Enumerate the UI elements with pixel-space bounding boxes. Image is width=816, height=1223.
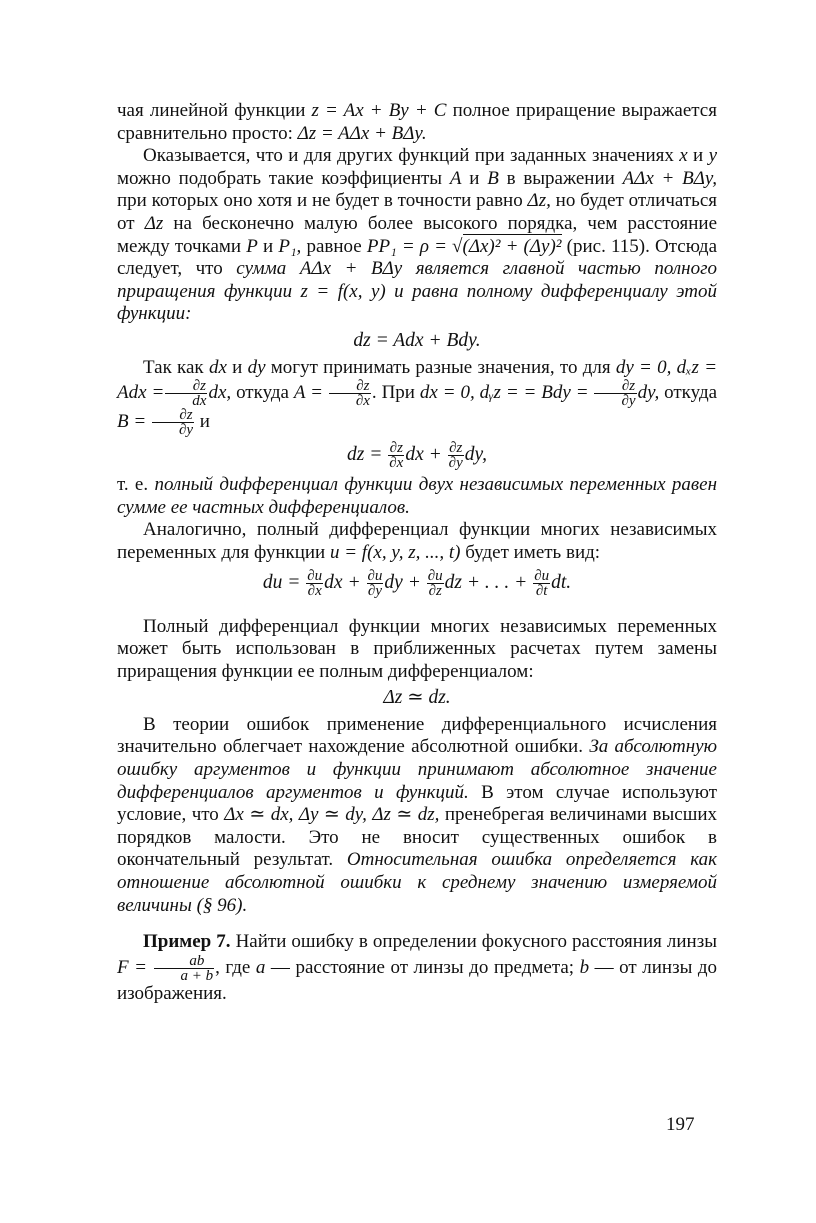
denominator: a + b bbox=[180, 967, 214, 984]
numerator: ∂u bbox=[427, 567, 443, 584]
formula: x bbox=[679, 145, 688, 167]
fraction bbox=[329, 379, 371, 408]
fraction bbox=[388, 441, 404, 470]
text: можно подобрать такие коэффициенты bbox=[117, 167, 443, 189]
equation-1: dz = Adx + Bdy. bbox=[353, 329, 481, 351]
paragraph-1 bbox=[117, 100, 717, 145]
formula: B = bbox=[117, 410, 147, 432]
text: Аналогично, полный дифференциал функции многих независимых переменных для функции bbox=[117, 519, 717, 563]
example-heading: Пример 7. bbox=[143, 931, 231, 953]
formula: A = bbox=[293, 381, 323, 403]
text: и bbox=[232, 356, 243, 378]
formula: dz = bbox=[347, 444, 383, 466]
paragraph-7 bbox=[117, 714, 717, 917]
text: Так как bbox=[143, 356, 204, 378]
text: (рис. 115). Отсюда следует, что bbox=[117, 235, 718, 280]
spacer bbox=[117, 602, 717, 616]
formula: dy = 0, dₓz = Adx = bbox=[117, 356, 718, 403]
text: т. е. bbox=[117, 474, 149, 496]
formula-radicand: (Δx)² + (Δy)² bbox=[462, 235, 562, 257]
formula: y bbox=[708, 145, 718, 167]
emphasis-text: За абсолютную ошибку аргументов и функции принимают абсолютное значение дифференциалов аргументов и функций. bbox=[117, 736, 718, 803]
formula: dx = 0, dᵧz = = Bdy = bbox=[419, 381, 589, 403]
fraction bbox=[533, 569, 550, 598]
text: и bbox=[693, 145, 704, 167]
denominator: ∂y bbox=[621, 393, 636, 410]
paragraph-8 bbox=[117, 931, 717, 1005]
equation-4: Δz ≃ dz. bbox=[383, 687, 451, 709]
fraction bbox=[427, 569, 444, 598]
denominator: ∂y bbox=[178, 422, 194, 439]
formula: PP₁ = ρ = √ bbox=[366, 235, 463, 257]
page-number: 197 bbox=[666, 1114, 695, 1135]
formula: dz + . . . + bbox=[444, 571, 528, 593]
formula: dx bbox=[208, 356, 227, 378]
fraction bbox=[154, 954, 215, 983]
text: но будет отличаться от bbox=[117, 190, 718, 234]
formula: u = f(x, y, z, ..., t) bbox=[329, 541, 461, 563]
formula: P₁, bbox=[278, 235, 302, 257]
numerator: ∂z bbox=[594, 379, 636, 394]
numerator: ∂u bbox=[534, 567, 550, 584]
formula: A bbox=[449, 167, 462, 189]
denominator: ∂t bbox=[535, 582, 548, 599]
paragraph-3 bbox=[117, 357, 717, 438]
text: на бесконечно малую более высокого порядка, чем расстояние между точками bbox=[117, 212, 718, 257]
numerator: ∂z bbox=[152, 408, 194, 423]
numerator: ∂z bbox=[449, 440, 463, 457]
text: в выражении bbox=[506, 167, 615, 189]
text: и bbox=[469, 167, 480, 189]
fraction bbox=[367, 569, 384, 598]
paragraph-6 bbox=[117, 616, 717, 684]
denominator: ∂x bbox=[355, 393, 370, 410]
text: В теории ошибок применение дифференциального исчисления значительно облегчает нахождение абсолютной ошибки. bbox=[117, 713, 717, 758]
emphasis-text: полный дифференциал функции двух независимых переменных равен сумме ее частных дифференциалов. bbox=[117, 474, 717, 518]
equation-3 bbox=[117, 569, 717, 598]
fraction bbox=[152, 408, 194, 437]
formula: AΔx + BΔy, bbox=[622, 167, 718, 189]
formula: dy + bbox=[384, 571, 421, 593]
formula: dy bbox=[247, 356, 266, 378]
formula: b bbox=[579, 956, 590, 978]
formula: dy, bbox=[464, 444, 487, 466]
numerator: ∂u bbox=[367, 567, 383, 584]
text: при которых оно хотя и не будет в точности равно bbox=[117, 190, 523, 212]
formula: dx + bbox=[324, 571, 361, 593]
numerator: ∂u bbox=[307, 567, 323, 584]
text: Оказывается, что и для других функций при заданных значениях bbox=[143, 145, 674, 167]
denominator: ∂x bbox=[389, 455, 404, 472]
formula: du = bbox=[262, 571, 301, 593]
formula: Δz = AΔx + BΔy. bbox=[297, 122, 427, 144]
text: откуда bbox=[236, 381, 289, 403]
fraction bbox=[594, 379, 636, 408]
emphasis-text: сумма AΔx + BΔy является главной частью полного приращения функции z = f(x, y) и равна полному дифференциалу этой функции: bbox=[117, 258, 717, 325]
formula: dx + bbox=[405, 444, 442, 466]
text: чая линейной функции bbox=[117, 100, 306, 121]
formula: Δz, bbox=[527, 190, 551, 212]
text: могут принимать разные значения, то для bbox=[270, 356, 611, 378]
paragraph-4 bbox=[117, 474, 717, 519]
text: откуда bbox=[664, 381, 718, 403]
emphasis-text: Относительная ошибка определяется как отношение абсолютной ошибки к среднему значению измеряемой величины (§ 96). bbox=[117, 849, 718, 916]
formula: dy, bbox=[637, 381, 660, 403]
numerator: ab bbox=[154, 954, 215, 969]
text: Найти ошибку в определении фокусного расстояния линзы bbox=[235, 931, 717, 953]
formula: z = Ax + By + C bbox=[311, 100, 447, 121]
text: полное приращение выражается сравнительно просто: bbox=[117, 100, 717, 144]
numerator: ∂z bbox=[165, 379, 207, 394]
formula: dx, bbox=[208, 381, 232, 403]
fraction bbox=[306, 569, 323, 598]
formula: Δx ≃ dx, Δy ≃ dy, Δz ≃ dz, bbox=[224, 804, 440, 826]
equation-2 bbox=[117, 441, 717, 470]
denominator: ∂x bbox=[307, 582, 322, 599]
text: будет иметь вид: bbox=[465, 541, 601, 563]
formula: Δz bbox=[144, 212, 164, 234]
text: и bbox=[263, 235, 274, 257]
denominator: dx bbox=[192, 393, 207, 410]
text: В этом случае используют условие, что bbox=[117, 781, 718, 826]
fraction bbox=[448, 441, 464, 470]
text: — от линзы до изображения. bbox=[117, 956, 718, 1004]
formula: P bbox=[246, 235, 258, 257]
fraction bbox=[165, 379, 207, 408]
formula: F = bbox=[117, 956, 147, 978]
denominator: ∂y bbox=[448, 455, 463, 472]
numerator: ∂z bbox=[389, 440, 403, 457]
paragraph-2 bbox=[117, 145, 717, 326]
text: равное bbox=[306, 235, 362, 257]
text: . При bbox=[371, 381, 415, 403]
text: , где bbox=[215, 956, 251, 978]
text: и bbox=[199, 410, 210, 432]
denominator: ∂z bbox=[428, 582, 442, 599]
text: — расстояние от линзы до предмета; bbox=[270, 956, 575, 978]
text: Полный дифференциал функции многих независимых переменных может быть использован в приближенных расчетах путем замены приращения функции ее полным дифференциалом: bbox=[117, 615, 717, 682]
page-body bbox=[117, 100, 717, 1005]
spacer bbox=[117, 917, 717, 931]
denominator: ∂y bbox=[367, 582, 382, 599]
paragraph-5 bbox=[117, 519, 717, 564]
numerator: ∂z bbox=[329, 379, 371, 394]
formula: B bbox=[487, 167, 499, 189]
formula: a bbox=[255, 956, 266, 978]
text: пренебрегая величинами высших порядков малости. Это не вносит существенных ошибок в окончательный результат. bbox=[117, 804, 718, 871]
formula: dt. bbox=[551, 571, 572, 593]
